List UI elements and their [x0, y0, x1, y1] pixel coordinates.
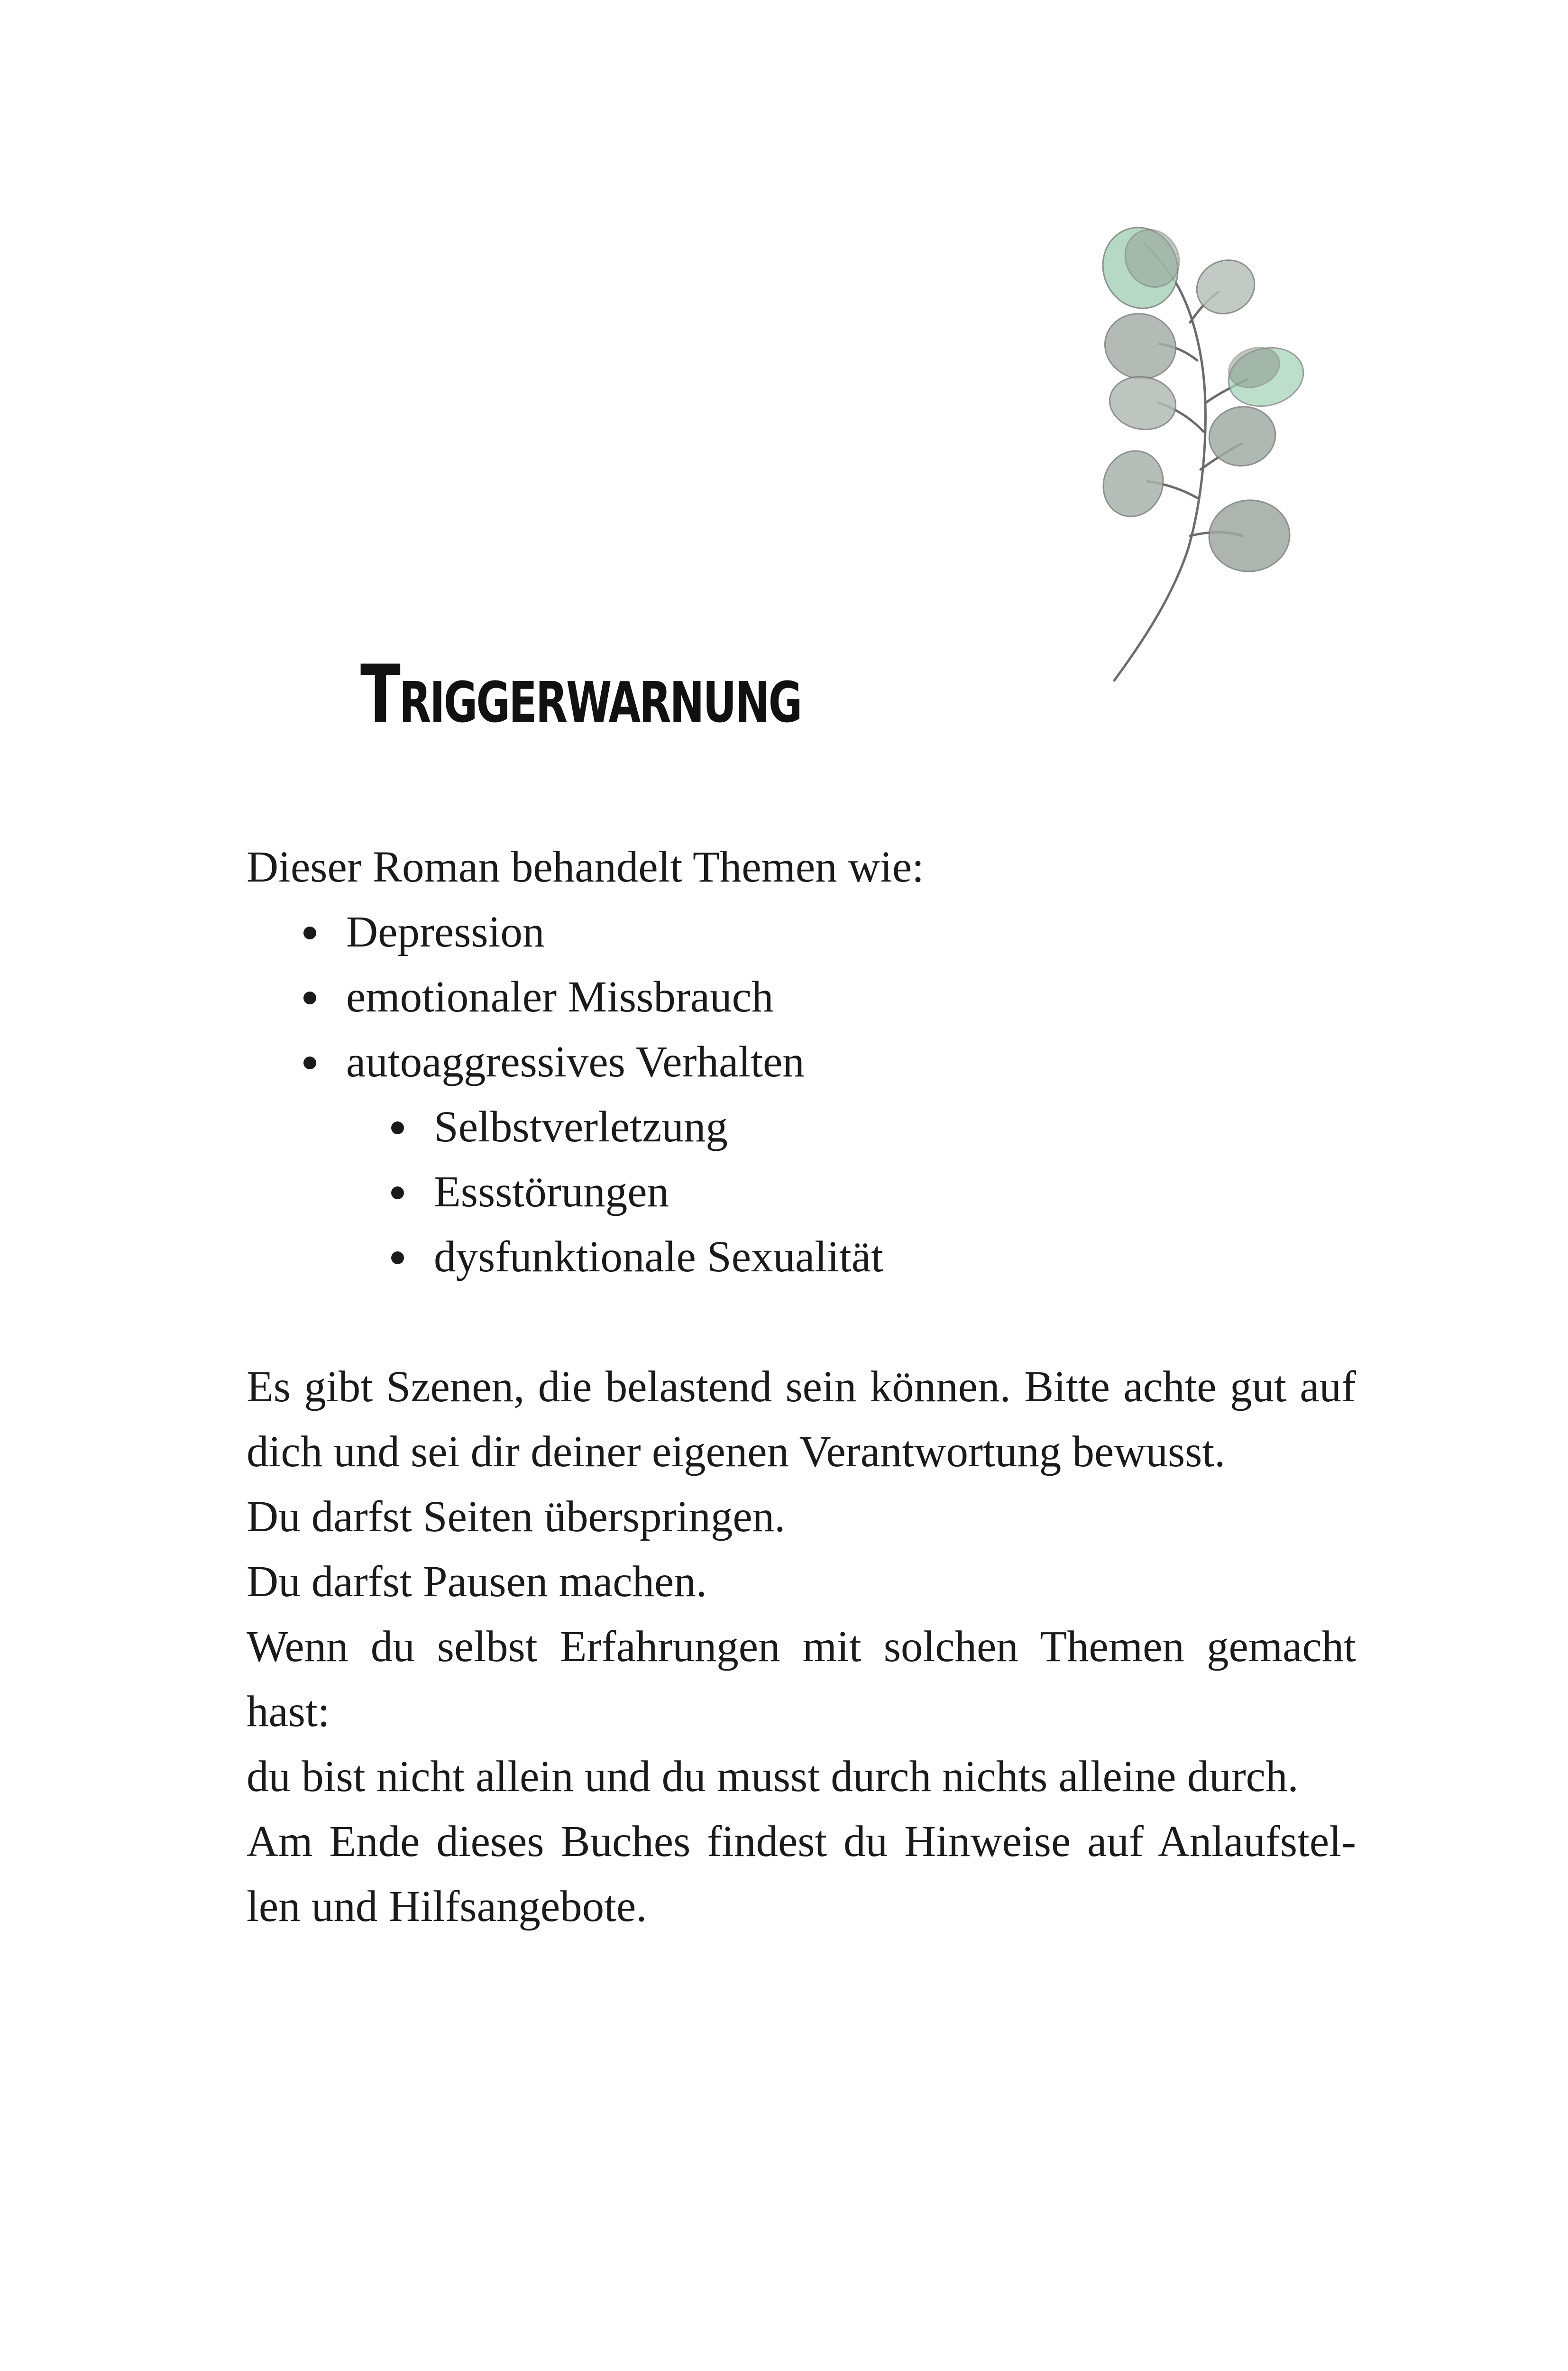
text-line: Am Ende dieses Buches findest du Hinweise auf Anlaufstel- [247, 1817, 1356, 1866]
list-item [247, 1159, 1356, 1224]
text-line: Es gibt Szenen, die belastend sein können. Bitte achte gut auf [247, 1362, 1356, 1411]
spacer [247, 1289, 1356, 1354]
list-item [247, 965, 1356, 1029]
page-title [360, 648, 801, 741]
bullet-icon [391, 1121, 404, 1134]
list-item [247, 1029, 1356, 1094]
bullet-icon [303, 927, 316, 939]
list-item [247, 1224, 1356, 1289]
topic-label: emotionaler Missbrauch [346, 973, 774, 1021]
text-line: Du darfst Seiten überspringen. [247, 1492, 786, 1541]
text-line: du bist nicht allein und du musst durch nichts alleine durch. [247, 1752, 1299, 1801]
title-rest: RIGGERWARNUNG [399, 670, 801, 735]
title-initial: T [360, 648, 399, 741]
text-line: len und Hilfsangebote. [247, 1882, 647, 1931]
list-item [247, 900, 1356, 965]
intro-text: Dieser Roman behandelt Themen wie: [247, 843, 925, 891]
bullet-icon [391, 1186, 404, 1199]
list-item [247, 1094, 1356, 1159]
subtopic-label: Essstörungen [434, 1167, 669, 1216]
subtopic-label: dysfunktionale Sexualität [434, 1232, 883, 1281]
bullet-icon [391, 1251, 404, 1264]
subtopic-list [247, 1094, 1356, 1289]
bullet-icon [303, 1057, 316, 1069]
text-line: dich und sei dir deiner eigenen Verantwortung bewusst. [247, 1427, 1226, 1476]
topic-label: Depression [346, 908, 545, 956]
text-line: hast: [247, 1687, 330, 1736]
bullet-icon [303, 992, 316, 1004]
text-line: Du darfst Pausen machen. [247, 1557, 707, 1606]
text-line: Wenn du selbst Erfahrungen mit solchen Themen gemacht [247, 1622, 1356, 1671]
subtopic-label: Selbstverletzung [434, 1103, 728, 1151]
warning-body [247, 835, 1356, 1939]
topic-list [247, 900, 1356, 1094]
eucalyptus-branch-icon [1076, 204, 1323, 697]
topic-label: autoaggressives Verhalten [346, 1038, 805, 1086]
